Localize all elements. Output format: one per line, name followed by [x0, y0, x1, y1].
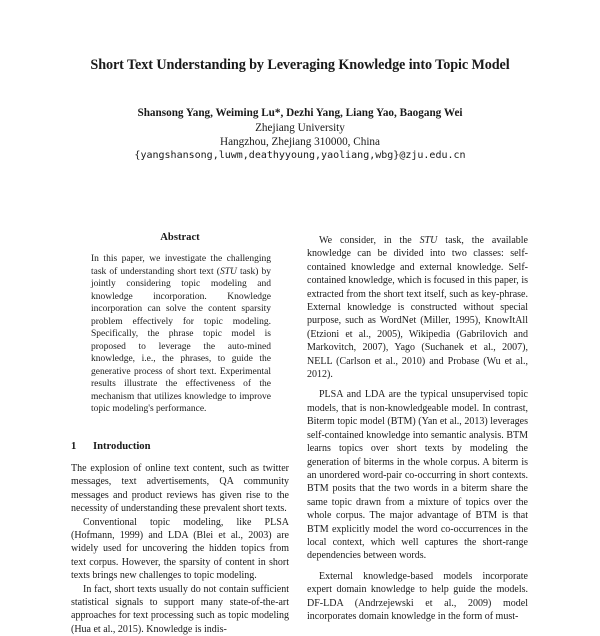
- location: Hangzhou, Zhejiang 310000, China: [219, 136, 380, 148]
- abstract-text-start: In this paper, we investigate the challenging task of understanding short text (: [91, 254, 271, 277]
- right-p1-end: task, the available knowledge can be divided into two classes: self-contained knowledge and external knowledge. Self-contained knowledge, which is focused in this paper, is extracted from the short text itself, such as key-phrase. External knowledge is constructed without special purpose, such as WordNet (Miller, 1995), KnowItAll (Etzioni et al., 2005), Wikipedia (Gabrilovich and Markovitch, 2007), Yago (Suchanek et al., 2007), NELL (Carlson et al., 2010) and Probase (Wu et al., 2012).: [307, 235, 528, 381]
- abstract-body: [91, 253, 271, 416]
- abstract-text-emph: STU: [219, 266, 237, 277]
- introduction-body: [71, 462, 289, 636]
- abstract-text-end: task) by jointly considering topic modeling and knowledge incorporation. Knowledge incorporation can solve the content sparsity problem effectively for topic modeling. Specifically, the phrase topic model is proposed to leverage the auto-mined knowledge, i.e., the phrases, to guide the generative process of short text. Experimental results illustrate the effectiveness of the mechanism that utilizes knowledge to improve topic modeling's performance.: [91, 266, 272, 414]
- intro-paragraph-1: The explosion of online text content, such as twitter messages, text advertisements, QA community messages and product reviews has given rise to the necessity of understanding these prevalent short texts.: [71, 463, 289, 515]
- intro-paragraph-2: Conventional topic modeling, like PLSA (Hofmann, 1999) and LDA (Blei et al., 2003) are widely used for uncovering the hidden topics from text corpus. However, the sparsity of content in short texts brings new challenges to topic modeling.: [71, 516, 289, 582]
- abstract-heading: Abstract: [160, 232, 200, 243]
- author-emails: {yangshansong,luwm,deathyyoung,yaoliang,wbg}@zju.edu.cn: [134, 150, 466, 161]
- section-title: Introduction: [93, 441, 151, 452]
- section-number: 1: [71, 441, 77, 452]
- right-p1-emph: STU: [419, 235, 438, 246]
- section-heading-introduction: [71, 441, 289, 452]
- intro-paragraph-3: In fact, short texts usually do not contain sufficient statistical signals to support many state-of-the-art approaches for text processing such as topic modeling (Hua et al., 2015). Knowledge is indis-: [71, 583, 289, 635]
- right-p1-start: We consider, in the: [319, 235, 420, 246]
- right-paragraph-3: External knowledge-based models incorporate expert domain knowledge to help guide the models. DF-LDA (Andrzejewski et al., 2009) model incorporates domain knowledge in the form of must-: [307, 570, 528, 622]
- paper-title: Short Text Understanding by Leveraging Knowledge into Topic Model: [90, 57, 510, 73]
- right-paragraph-2: PLSA and LDA are the typical unsupervised topic models, that is non-knowledgeable model. In contrast, Biterm topic model (BTM) (Yan et al., 2013) leverages self-contained knowledge into semantic analysis. BTM learns topics over short texts by modeling the generation of biterms in the whole corpus. A biterm is an unordered word-pair co-occurring in short contexts. BTM posits that the two words in a biterm share the same topic drawn from a mixture of topics over the whole corpus. The major advantage of BTM is that BTM explicitly model the word co-occurrences in the local context, which well captures the short-range dependencies between words.: [307, 389, 528, 562]
- affiliation: Zhejiang University: [255, 122, 345, 134]
- right-paragraph-1: [307, 234, 528, 381]
- right-column-body: [307, 234, 528, 623]
- author-list: Shansong Yang, Weiming Lu*, Dezhi Yang, Liang Yao, Baogang Wei: [137, 107, 463, 119]
